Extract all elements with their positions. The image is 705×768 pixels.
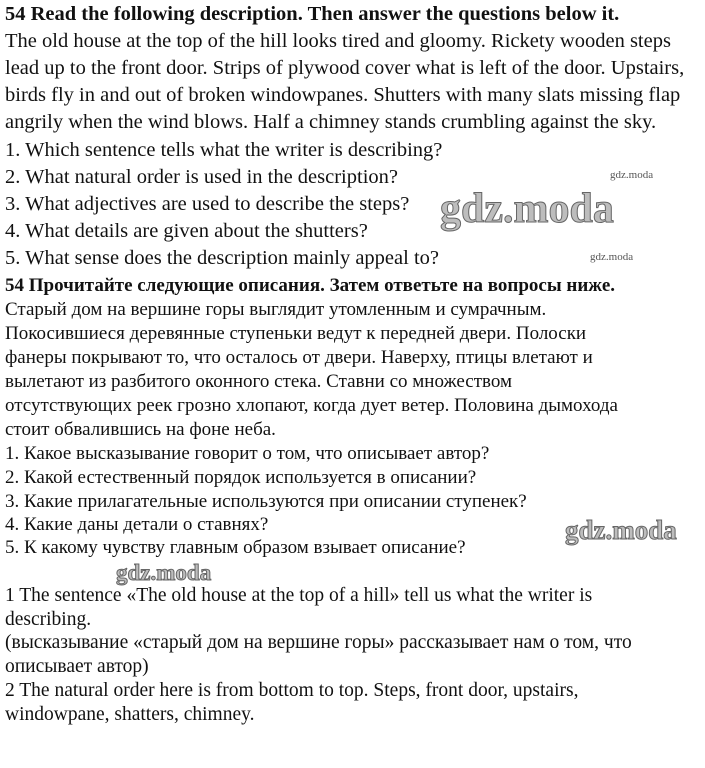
text-line: отсутствующих реек грозно хлопают, когда дует ветер. Половина дымохода [5,395,618,416]
watermark-small: gdz.moda [590,251,634,263]
watermark: gdz.moda [565,515,677,545]
question: 4. What details are given about the shutters? [5,220,368,242]
text-line: вылетают из разбитого оконного стека. Ставни со множеством [5,371,513,392]
answer-line: windowpane, shatters, chimney. [5,704,255,725]
watermark: gdz.moda [116,560,212,585]
question: 5. К какому чувству главным образом взывает описание? [5,537,466,558]
text-line: стоит обвалившись на фоне неба. [5,419,276,440]
text-line: фанеры покрывают то, что осталось от двери. Наверху, птицы влетают и [5,347,593,368]
text-line: Покосившиеся деревянные ступеньки ведут к передней двери. Полоски [5,323,587,344]
question: 1. Which sentence tells what the writer is describing? [5,139,443,161]
answer-line: 1 The sentence «The old house at the top of a hill» tell us what the writer is [5,585,593,606]
question: 3. What adjectives are used to describe the steps? [5,193,410,215]
question: 3. Какие прилагательные используются при описании ступенек? [5,491,527,512]
question: 2. Какой естественный порядок используется в описании? [5,467,477,488]
heading-ru: 54 Прочитайте следующие описания. Затем ответьте на вопросы ниже. [5,275,616,296]
question: 2. What natural order is used in the description? [5,166,398,188]
heading-en: 54 Read the following description. Then answer the questions below it. [5,3,620,25]
question: 4. Какие даны детали о ставнях? [5,514,269,535]
watermark-small: gdz.moda [610,169,654,181]
answer-line: describing. [5,609,92,630]
text-line: angrily when the wind blows. Half a chimney stands crumbling against the sky. [5,111,657,133]
text-line: lead up to the front door. Strips of plywood cover what is left of the door. Upstairs, [5,57,685,79]
text-line: Старый дом на вершине горы выглядит утомленным и сумрачным. [5,299,547,320]
watermark: gdz.moda [440,186,614,232]
answer-line: 2 The natural order here is from bottom to top. Steps, front door, upstairs, [5,680,579,701]
question: 1. Какое высказывание говорит о том, что описывает автор? [5,443,490,464]
question: 5. What sense does the description mainly appeal to? [5,247,439,269]
answer-line: (высказывание «старый дом на вершине горы» рассказывает нам о том, что [5,632,632,653]
answer-line: описывает автор) [5,656,149,677]
text-line: The old house at the top of the hill looks tired and gloomy. Rickety wooden steps [5,30,671,52]
text-line: birds fly in and out of broken windowpanes. Shutters with many slats missing flap [5,84,681,106]
